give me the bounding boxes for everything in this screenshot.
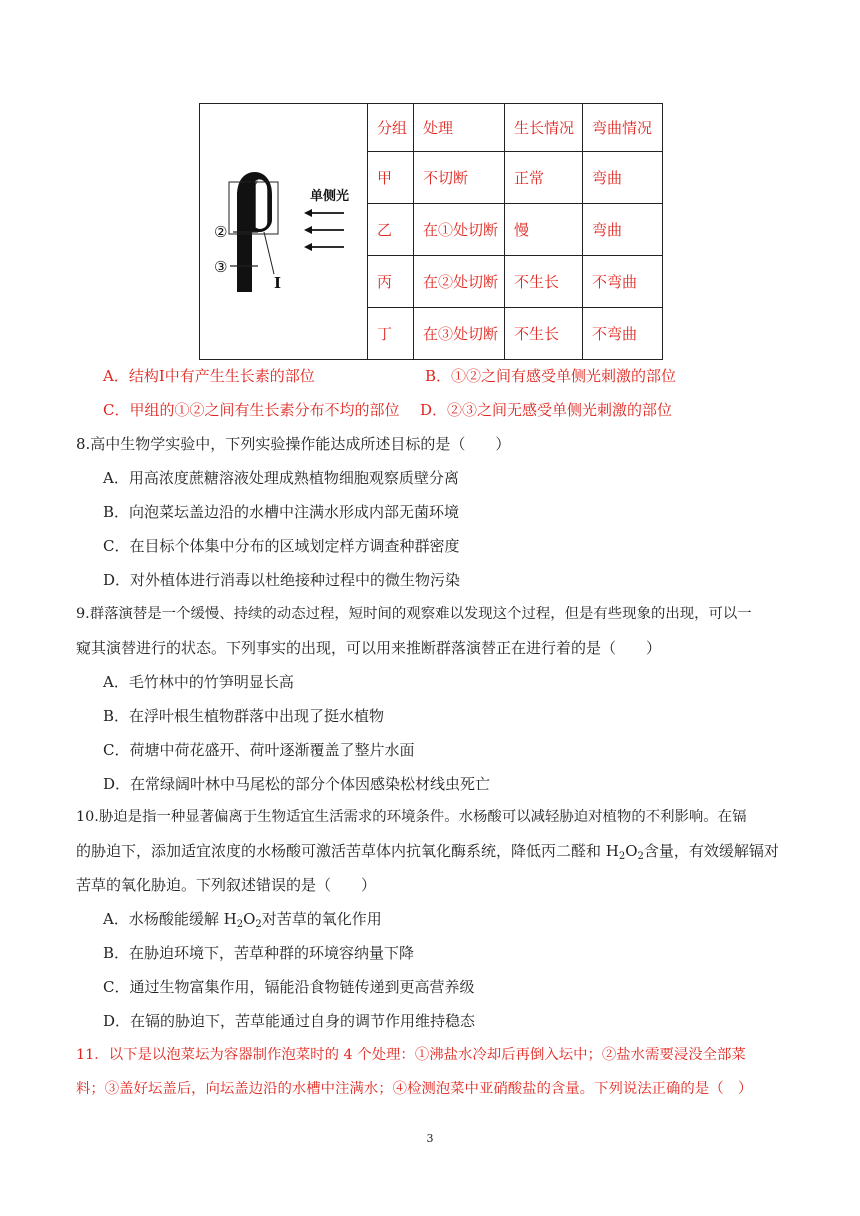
- table-cell: 不生长: [505, 308, 583, 360]
- q10-stem-line3: 苦草的氧化胁迫。下列叙述错误的是（ ）: [76, 876, 377, 894]
- table-cell: 不弯曲: [583, 256, 663, 308]
- header-group: 分组: [368, 104, 414, 152]
- table-cell: 丙: [368, 256, 414, 308]
- table-cell: 不切断: [414, 152, 505, 204]
- header-bending: 弯曲情况: [583, 104, 663, 152]
- table-cell: 弯曲: [583, 204, 663, 256]
- q10-stem-line2: 的胁迫下，添加适宜浓度的水杨酸可激活苦草体内抗氧化酶系统，降低丙二醛和 $H_2O_2$含量，有效缓解镉对: [76, 842, 779, 862]
- table-cell: 甲: [368, 152, 414, 204]
- q10-stem-line1: 10.胁迫是指一种显著偏离于生物适宜生活需求的环境条件。水杨酸可以减轻胁迫对植物的不利影响。在镉: [76, 809, 747, 825]
- q9-option-d: D．在常绿阔叶林中马尾松的部分个体因感染松材线虫死亡: [103, 775, 491, 793]
- table-cell: 在③处切断: [414, 308, 505, 360]
- header-growth: 生长情况: [505, 104, 583, 152]
- q10-option-d: D．在镉的胁迫下，苦草能通过自身的调节作用维持稳态: [103, 1012, 476, 1030]
- label-3: ③: [214, 258, 228, 276]
- table-cell: 乙: [368, 204, 414, 256]
- q7-option-c: C．甲组的①②之间有生长素分布不均的部位: [103, 401, 400, 419]
- light-label: 单侧光: [310, 189, 350, 204]
- q10-option-b: B．在胁迫环境下，苦草种群的环境容纳量下降: [103, 944, 415, 962]
- q7-option-d: D．②③之间无感受单侧光刺激的部位: [420, 401, 673, 419]
- table-cell: 不弯曲: [583, 308, 663, 360]
- q8-option-c: C．在目标个体集中分布的区域划定样方调查种群密度: [103, 537, 460, 555]
- table-cell: 丁: [368, 308, 414, 360]
- q9-stem-line1: 9.群落演替是一个缓慢、持续的动态过程，短时间的观察难以发现这个过程，但是有些现象的出现，可以一: [76, 606, 752, 622]
- q11-line2: 料；③盖好坛盖后，向坛盖边沿的水槽中注满水；④检测泡菜中亚硝酸盐的含量。下列说法正确的是（ ）: [76, 1081, 753, 1097]
- q9-option-a: A．毛竹林中的竹笋明显长高: [103, 673, 294, 691]
- coleoptile-figure: [200, 104, 368, 360]
- q7-option-a: A．结构I中有产生生长素的部位: [103, 367, 315, 385]
- table-cell: 正常: [505, 152, 583, 204]
- label-1: ①: [245, 172, 259, 190]
- table-cell: 弯曲: [583, 152, 663, 204]
- q10-option-a: A．水杨酸能缓解 $H_2O_2$对苦草的氧化作用: [103, 910, 382, 930]
- q11-line1: 11．以下是以泡菜坛为容器制作泡菜时的 4 个处理：①沸盐水冷却后再倒入坛中；②盐水需要浸没全部菜: [76, 1047, 746, 1063]
- table-cell: 慢: [505, 204, 583, 256]
- q9-option-c: C．荷塘中荷花盛开、荷叶逐渐覆盖了整片水面: [103, 741, 415, 759]
- table-cell: 在①处切断: [414, 204, 505, 256]
- q9-stem-line2: 窥其演替进行的状态。下列事实的出现，可以用来推断群落演替正在进行着的是（ ）: [76, 639, 662, 657]
- table-cell: 在②处切断: [414, 256, 505, 308]
- q9-option-b: B．在浮叶根生植物群落中出现了挺水植物: [103, 707, 385, 725]
- q8-stem: 8.高中生物学实验中，下列实验操作能达成所述目标的是（ ）: [76, 435, 511, 453]
- label-structure-i: I: [274, 274, 282, 292]
- q8-option-a: A．用高浓度蔗糖溶液处理成熟植物细胞观察质壁分离: [103, 469, 459, 487]
- q7-option-b: B．①②之间有感受单侧光刺激的部位: [425, 367, 677, 385]
- q10-option-c: C．通过生物富集作用，镉能沿食物链传递到更高营养级: [103, 978, 475, 996]
- page-number: 3: [426, 1132, 434, 1145]
- table-cell: 不生长: [505, 256, 583, 308]
- coleoptile-diagram: [200, 104, 367, 360]
- q8-option-d: D．对外植体进行消毒以杜绝接种过程中的微生物污染: [103, 571, 461, 589]
- experiment-table: [199, 103, 663, 360]
- header-treatment: 处理: [414, 104, 505, 152]
- label-2: ②: [214, 223, 228, 241]
- q8-option-b: B．向泡菜坛盖边沿的水槽中注满水形成内部无菌环境: [103, 503, 460, 521]
